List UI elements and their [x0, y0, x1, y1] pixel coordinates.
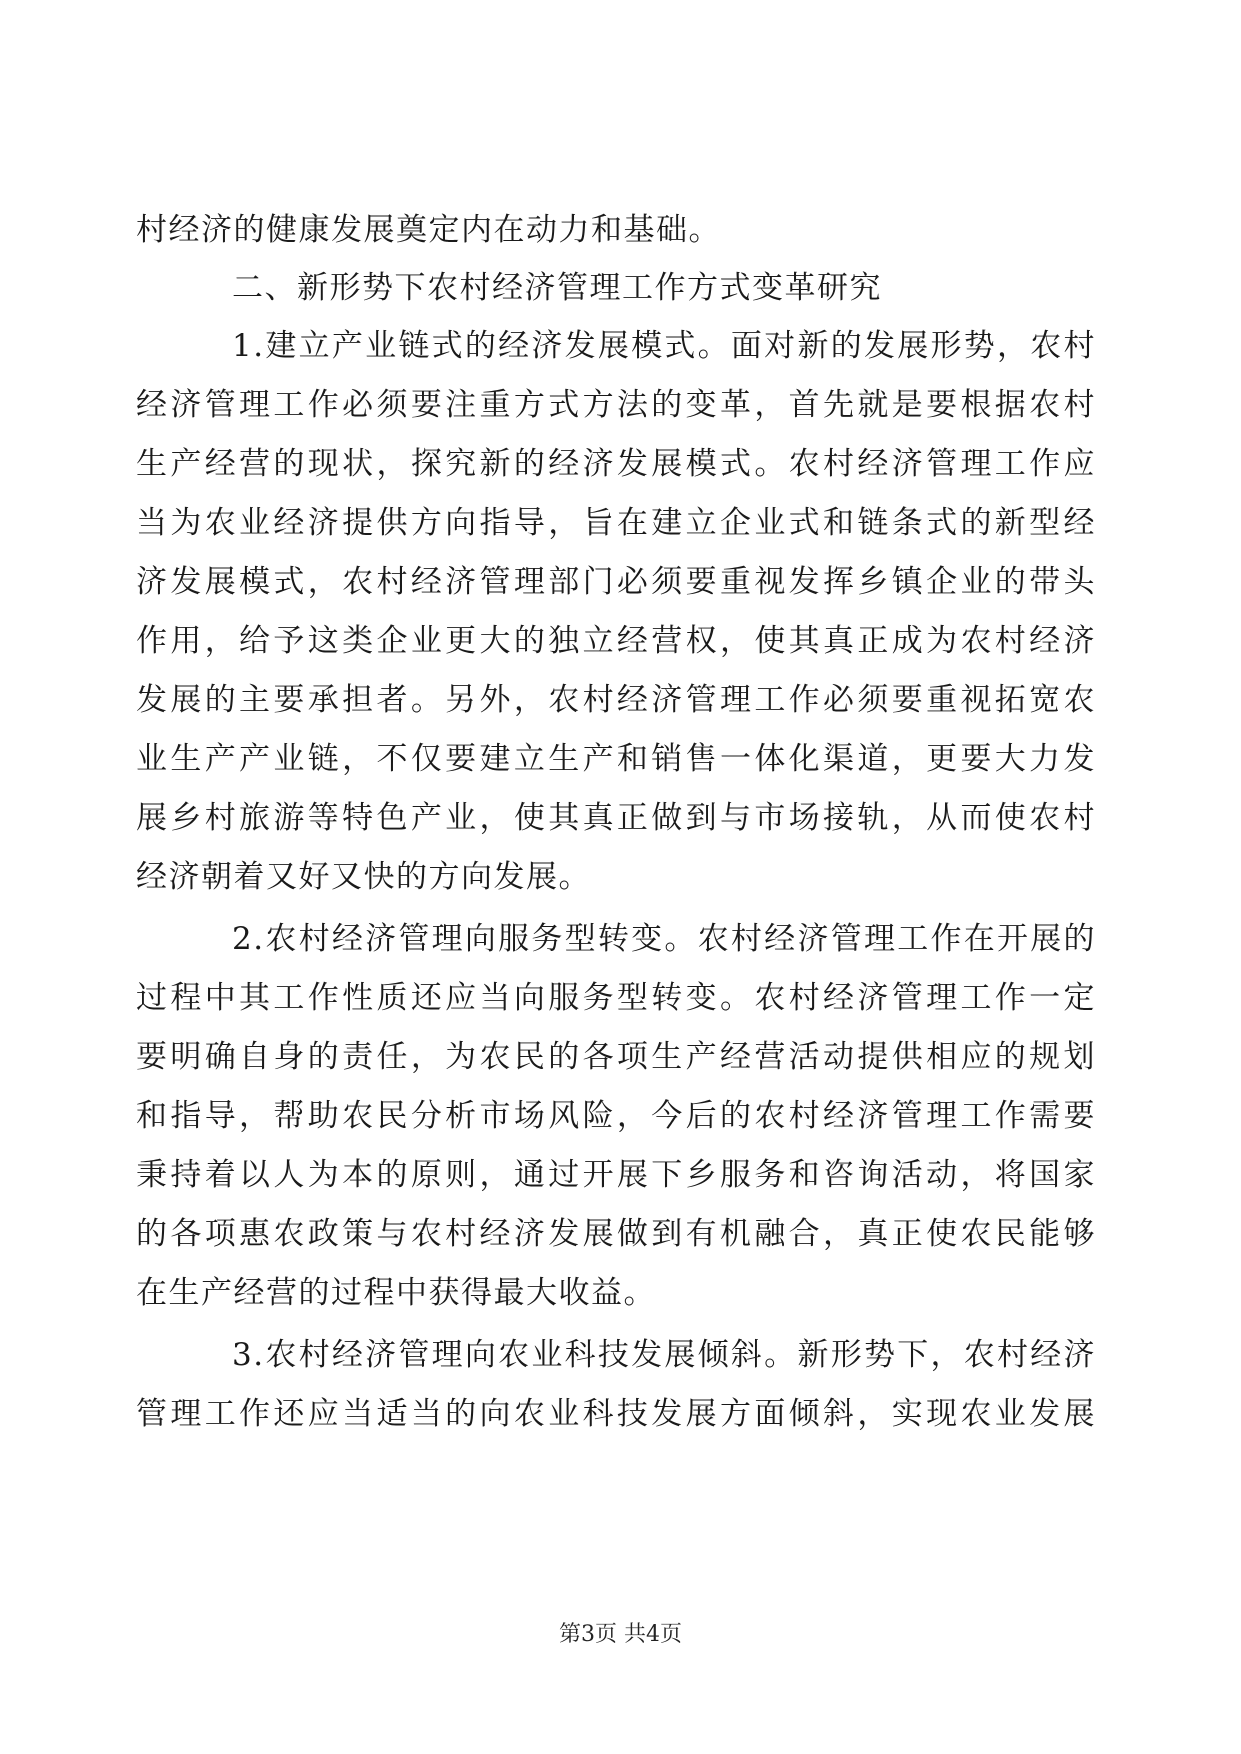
text-line: 作用，给予这类企业更大的独立经营权，使其真正成为农村经济 [136, 623, 1096, 659]
text-line: 2.农村经济管理向服务型转变。农村经济管理工作在开展的 [232, 921, 1096, 957]
text-line: 的各项惠农政策与农村经济发展做到有机融合，真正使农民能够 [136, 1216, 1096, 1252]
text-line: 1.建立产业链式的经济发展模式。面对新的发展形势，农村 [232, 328, 1096, 364]
text-line: 秉持着以人为本的原则，通过开展下乡服务和咨询活动，将国家 [136, 1157, 1096, 1193]
text-line: 经济管理工作必须要注重方式方法的变革，首先就是要根据农村 [136, 387, 1096, 423]
page-number-footer: 第3页 共4页 [559, 1622, 682, 1647]
text-line: 管理工作还应当适当的向农业科技发展方面倾斜，实现农业发展 [136, 1396, 1096, 1432]
text-line: 和指导，帮助农民分析市场风险，今后的农村经济管理工作需要 [136, 1098, 1096, 1134]
text-line: 村经济的健康发展奠定内在动力和基础。 [136, 212, 721, 248]
text-line: 当为农业经济提供方向指导，旨在建立企业式和链条式的新型经 [136, 505, 1096, 541]
text-line: 过程中其工作性质还应当向服务型转变。农村经济管理工作一定 [136, 980, 1096, 1016]
text-line: 生产经营的现状，探究新的经济发展模式。农村经济管理工作应 [136, 446, 1096, 482]
section-heading: 二、新形势下农村经济管理工作方式变革研究 [232, 270, 882, 306]
text-line: 要明确自身的责任，为农民的各项生产经营活动提供相应的规划 [136, 1039, 1096, 1075]
text-line: 3.农村经济管理向农业科技发展倾斜。新形势下，农村经济 [232, 1337, 1096, 1373]
text-line: 经济朝着又好又快的方向发展。 [136, 859, 591, 895]
text-line: 展乡村旅游等特色产业，使其真正做到与市场接轨，从而使农村 [136, 800, 1096, 836]
text-line: 发展的主要承担者。另外，农村经济管理工作必须要重视拓宽农 [136, 682, 1096, 718]
text-line: 在生产经营的过程中获得最大收益。 [136, 1275, 656, 1311]
text-line: 业生产产业链，不仅要建立生产和销售一体化渠道，更要大力发 [136, 741, 1096, 777]
text-line: 济发展模式，农村经济管理部门必须要重视发挥乡镇企业的带头 [136, 564, 1096, 600]
